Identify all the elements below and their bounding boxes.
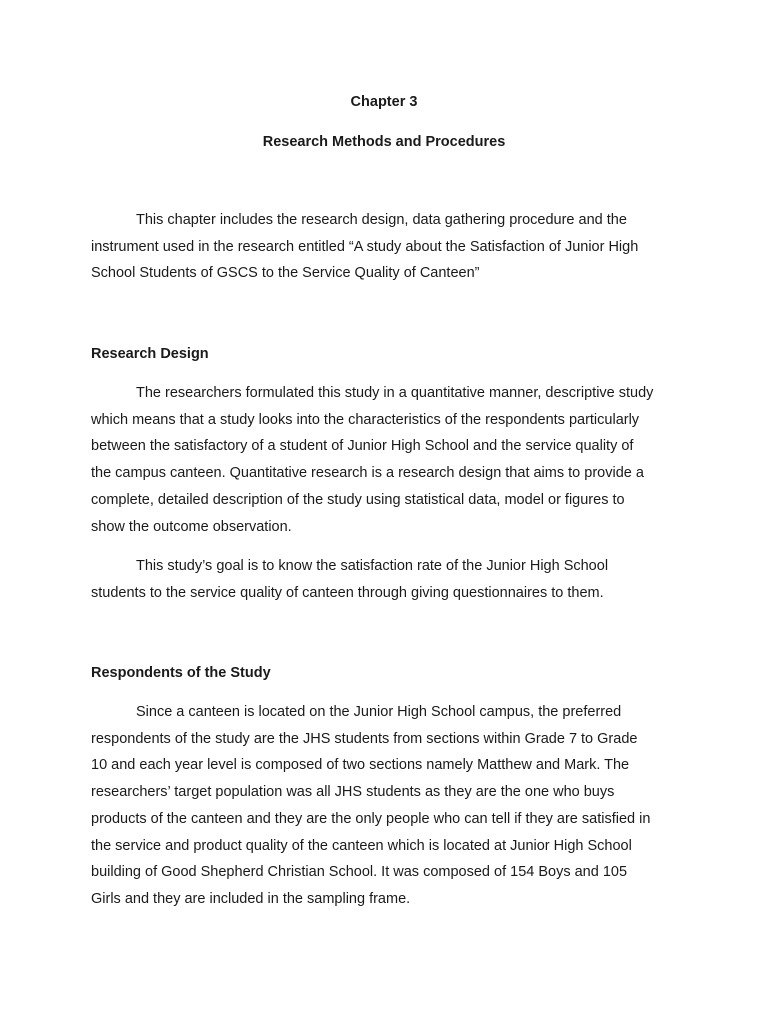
paragraph-line: which means that a study looks into the characteristics of the respondents particularly [91, 411, 640, 428]
paragraph-line: show the outcome observation. [91, 518, 292, 535]
intro-paragraph [91, 207, 691, 287]
paragraph-line: The researchers formulated this study in a quantitative manner, descriptive study [136, 385, 654, 401]
paragraph-line: the service and product quality of the canteen which is located at Junior High School [91, 837, 632, 854]
research-design-paragraph-2 [91, 553, 691, 606]
research-design-heading: Research Design [91, 346, 209, 362]
paragraph-line: complete, detailed description of the study using statistical data, model or figures to [91, 491, 625, 508]
paragraph-line: products of the canteen and they are the only people who can tell if they are satisfied in [91, 810, 651, 827]
respondents-heading: Respondents of the Study [91, 665, 271, 681]
paragraph-line: Since a canteen is located on the Junior High School campus, the preferred [136, 704, 622, 720]
respondents-paragraph [91, 699, 691, 913]
paragraph-line: between the satisfactory of a student of Junior High School and the service quality of [91, 438, 634, 455]
paragraph-line: the campus canteen. Quantitative research is a research design that aims to provide a [91, 465, 644, 482]
paragraph-line: School Students of GSCS to the Service Quality of Canteen” [91, 265, 480, 282]
paragraph-line: This study’s goal is to know the satisfaction rate of the Junior High School [136, 558, 609, 574]
paragraph-line: instrument used in the research entitled “A study about the Satisfaction of Junior High [91, 238, 639, 255]
paragraph-line: building of Good Shepherd Christian School. It was composed of 154 Boys and 105 [91, 864, 628, 881]
research-design-paragraph-1 [91, 380, 691, 540]
chapter-label: Chapter 3 [350, 94, 418, 110]
paragraph-line: respondents of the study are the JHS students from sections within Grade 7 to Grade [91, 730, 638, 747]
paragraph-line: Girls and they are included in the sampling frame. [91, 890, 411, 907]
paragraph-line: 10 and each year level is composed of two sections namely Matthew and Mark. The [91, 757, 630, 774]
paragraph-line: students to the service quality of canteen through giving questionnaires to them. [91, 584, 604, 601]
paragraph-line: researchers’ target population was all JHS students as they are the one who buys [91, 784, 615, 801]
paragraph-line: This chapter includes the research design, data gathering procedure and the [136, 212, 627, 228]
chapter-title: Research Methods and Procedures [262, 134, 506, 150]
